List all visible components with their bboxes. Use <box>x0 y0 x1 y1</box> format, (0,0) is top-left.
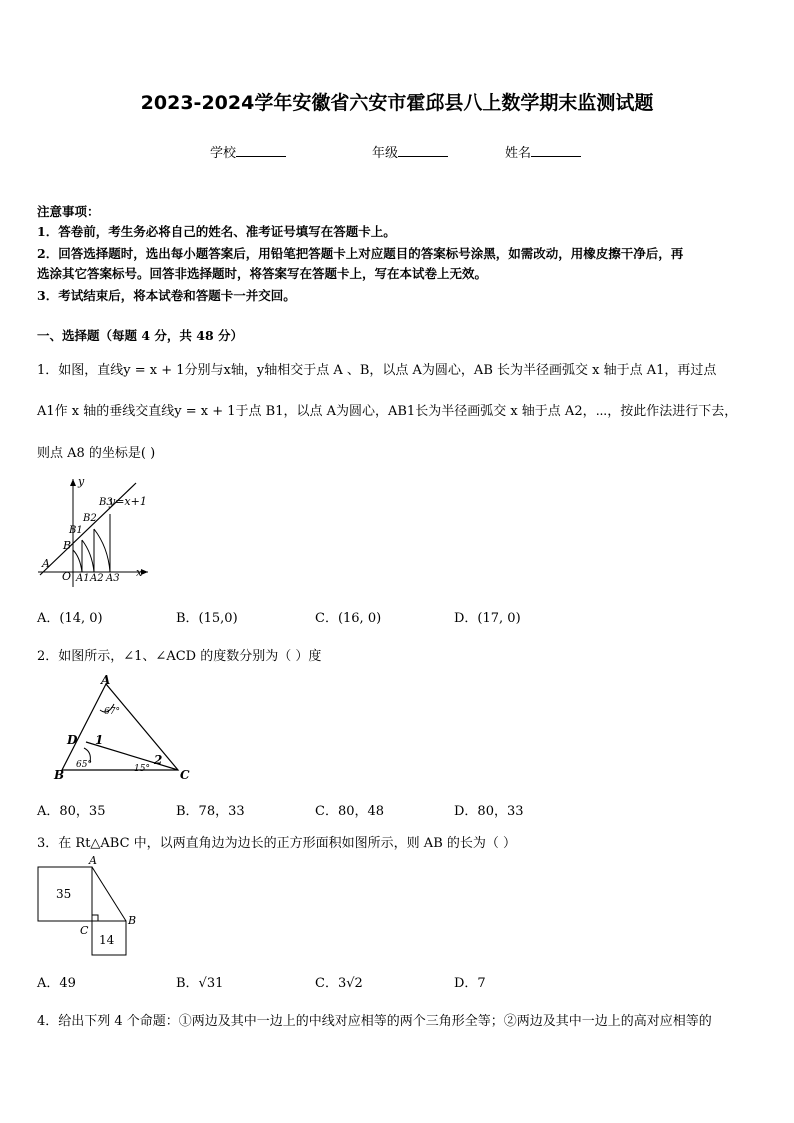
q2-angle-2: 2 <box>154 753 163 767</box>
q1-point-B3: B3 <box>99 497 113 508</box>
q1-line3: 则点 A8 的坐标是( ) <box>37 446 156 461</box>
q1-arc-3 <box>94 529 110 572</box>
q2-point-B: B <box>54 768 65 782</box>
q1-option-b: B．(15,0) <box>176 611 238 626</box>
q3-stem: 3．在 Rt△ABC 中，以两直角边为边长的正方形面积如图所示，则 AB 的长为（ ） <box>37 836 517 851</box>
q1-point-O: O <box>62 570 72 583</box>
grade-label: 年级 <box>372 146 399 161</box>
q2-stem: 2．如图所示，∠1、∠ACD 的度数分别为（ ）度 <box>37 649 322 664</box>
q1-line2: A1作 x 轴的垂线交直线y = x + 1于点 B1，以点 A为圆心，AB1长为半径画弧交 x 轴于点 A2，⋯，按此作法进行下去， <box>37 404 738 419</box>
notes-heading: 注意事项： <box>37 204 100 219</box>
q1-point-A: A <box>42 557 50 570</box>
q1-point-B1: B1 <box>69 525 83 536</box>
note-item-2: 2．回答选择题时，选出每小题答案后，用铅笔把答题卡上对应题目的答案标号涂黑，如需改动，用橡皮擦干净后，再 <box>37 246 684 261</box>
q2-angle-1: 1 <box>95 733 104 747</box>
q2-option-d: D．80，33 <box>454 804 524 819</box>
q1-point-A2: A2 <box>90 573 104 584</box>
q1-x-label: x <box>136 566 143 579</box>
q3-point-C: C <box>80 924 89 937</box>
q1-option-c: C．(16, 0) <box>315 611 382 626</box>
q1-point-A1: A1 <box>76 573 90 584</box>
grade-field <box>372 142 448 161</box>
q3-option-c: C．3√2 <box>315 976 363 991</box>
q2-deg-65: 65° <box>76 760 92 770</box>
q1-figure <box>36 475 176 590</box>
q2-point-D: D <box>67 733 78 747</box>
q1-point-B: B <box>63 539 72 552</box>
school-label: 学校 <box>210 146 237 161</box>
name-field <box>505 142 581 161</box>
section-heading: 一、选择题（每题 4 分，共 48 分） <box>37 328 244 343</box>
q1-option-a: A．(14, 0) <box>37 611 103 626</box>
q3-point-B: B <box>128 914 137 927</box>
q1-arc-2 <box>82 540 94 572</box>
q3-hypotenuse <box>92 867 126 921</box>
q1-line-label: y=x+1 <box>109 495 147 508</box>
q2-option-c: C．80，48 <box>315 804 385 819</box>
school-field <box>210 142 286 161</box>
q1-arc-1 <box>73 550 82 572</box>
q2-point-A: A <box>101 673 111 687</box>
q1-point-A3: A3 <box>106 573 120 584</box>
q1-option-d: D．(17, 0) <box>454 611 521 626</box>
q4-stem: 4．给出下列 4 个命题：①两边及其中一边上的中线对应相等的两个三角形全等；②两边及其中一边上的高对应相等的 <box>37 1014 712 1029</box>
q2-figure <box>50 672 200 787</box>
q3-option-d: D．7 <box>454 976 486 991</box>
q3-option-b: B．√31 <box>176 976 224 991</box>
q1-line1: 1．如图，直线y = x + 1分别与x轴，y轴相交于点 A 、B，以点 A为圆心，AB 长为半径画弧交 x 轴于点 A1，再过点 <box>37 363 717 378</box>
q2-deg-15: 15° <box>134 764 150 774</box>
q2-deg-67: 67° <box>104 707 120 717</box>
page-title: 2023-2024学年安徽省六安市霍邱县八上数学期末监测试题 <box>140 92 654 114</box>
q3-option-a: A．49 <box>37 976 76 991</box>
q1-point-B2: B2 <box>83 513 97 524</box>
q2-option-b: B．78，33 <box>176 804 245 819</box>
note-item-3: 3．考试结束后，将本试卷和答题卡一并交回。 <box>37 288 296 303</box>
note-item-1: 1．答卷前，考生务必将自己的姓名、准考证号填写在答题卡上。 <box>37 224 396 239</box>
q3-right-angle <box>92 915 98 921</box>
note-item-2-cont: 选涂其它答案标号。回答非选择题时，将答案写在答题卡上，写在本试卷上无效。 <box>37 266 488 281</box>
q3-area-14: 14 <box>99 933 115 947</box>
q1-y-label: y <box>78 475 85 488</box>
q3-point-A: A <box>89 854 97 867</box>
q3-area-35: 35 <box>56 887 72 901</box>
q3-figure <box>36 852 146 962</box>
q2-point-C: C <box>180 768 190 782</box>
q2-option-a: A．80，35 <box>37 804 106 819</box>
name-label: 姓名 <box>505 146 532 161</box>
